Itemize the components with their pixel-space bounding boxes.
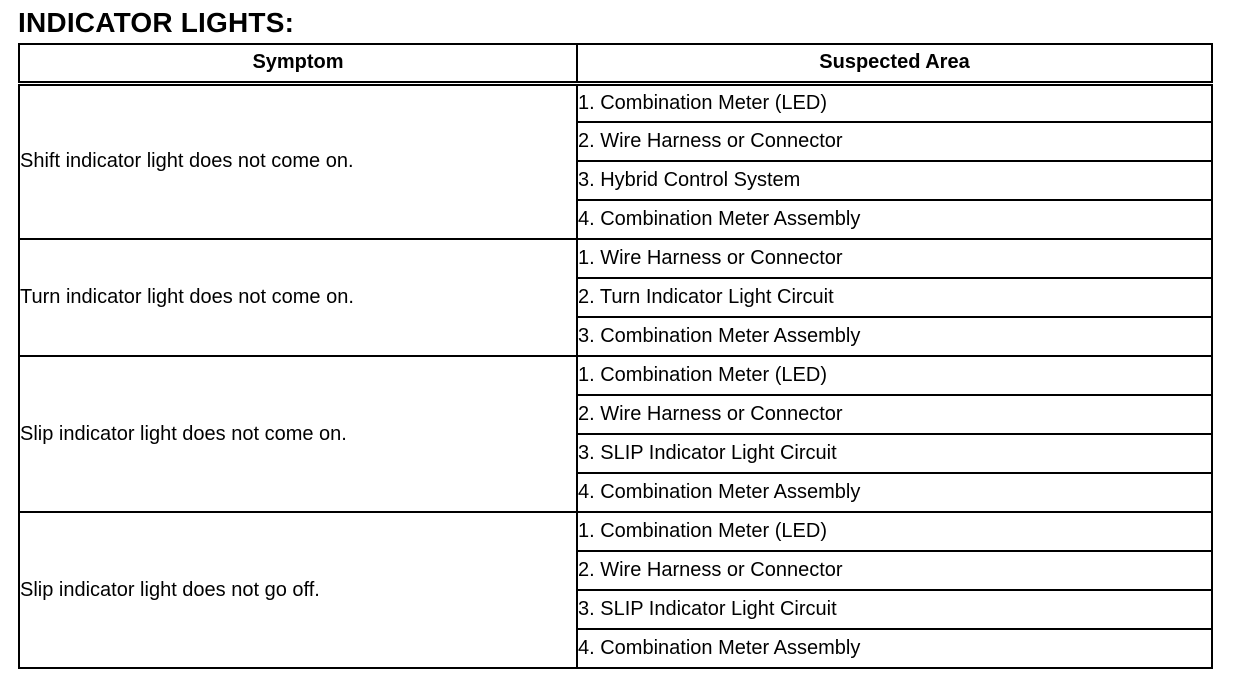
- indicator-lights-table: [18, 43, 1213, 669]
- suspected-area-cell: 1. Combination Meter (LED): [577, 356, 1212, 395]
- table-row: [19, 239, 1212, 278]
- suspected-area-cell: 1. Combination Meter (LED): [577, 512, 1212, 551]
- suspected-area-cell: 2. Wire Harness or Connector: [577, 395, 1212, 434]
- suspected-area-cell: 2. Turn Indicator Light Circuit: [577, 278, 1212, 317]
- suspected-area-cell: 4. Combination Meter Assembly: [577, 629, 1212, 668]
- page-title: INDICATOR LIGHTS:: [18, 7, 295, 38]
- symptom-cell: Shift indicator light does not come on.: [19, 83, 577, 239]
- suspected-area-cell: 2. Wire Harness or Connector: [577, 122, 1212, 161]
- table-body: [19, 83, 1212, 668]
- symptom-column-header: Symptom: [19, 44, 577, 83]
- suspected-area-cell: 3. SLIP Indicator Light Circuit: [577, 434, 1212, 473]
- suspected-area-cell: 1. Combination Meter (LED): [577, 83, 1212, 122]
- table-row: [19, 356, 1212, 395]
- table-row: [19, 512, 1212, 551]
- symptom-cell: Slip indicator light does not come on.: [19, 356, 577, 512]
- suspected-area-cell: 3. Hybrid Control System: [577, 161, 1212, 200]
- suspected-area-cell: 3. Combination Meter Assembly: [577, 317, 1212, 356]
- suspected-area-cell: 1. Wire Harness or Connector: [577, 239, 1212, 278]
- suspected-area-cell: 4. Combination Meter Assembly: [577, 473, 1212, 512]
- symptom-cell: Slip indicator light does not go off.: [19, 512, 577, 668]
- suspected-area-cell: 4. Combination Meter Assembly: [577, 200, 1212, 239]
- suspected-area-cell: 3. SLIP Indicator Light Circuit: [577, 590, 1212, 629]
- table-header-row: [19, 44, 1212, 83]
- suspected-area-cell: 2. Wire Harness or Connector: [577, 551, 1212, 590]
- suspected-area-column-header: Suspected Area: [577, 44, 1212, 83]
- symptom-cell: Turn indicator light does not come on.: [19, 239, 577, 356]
- table-row: [19, 83, 1212, 122]
